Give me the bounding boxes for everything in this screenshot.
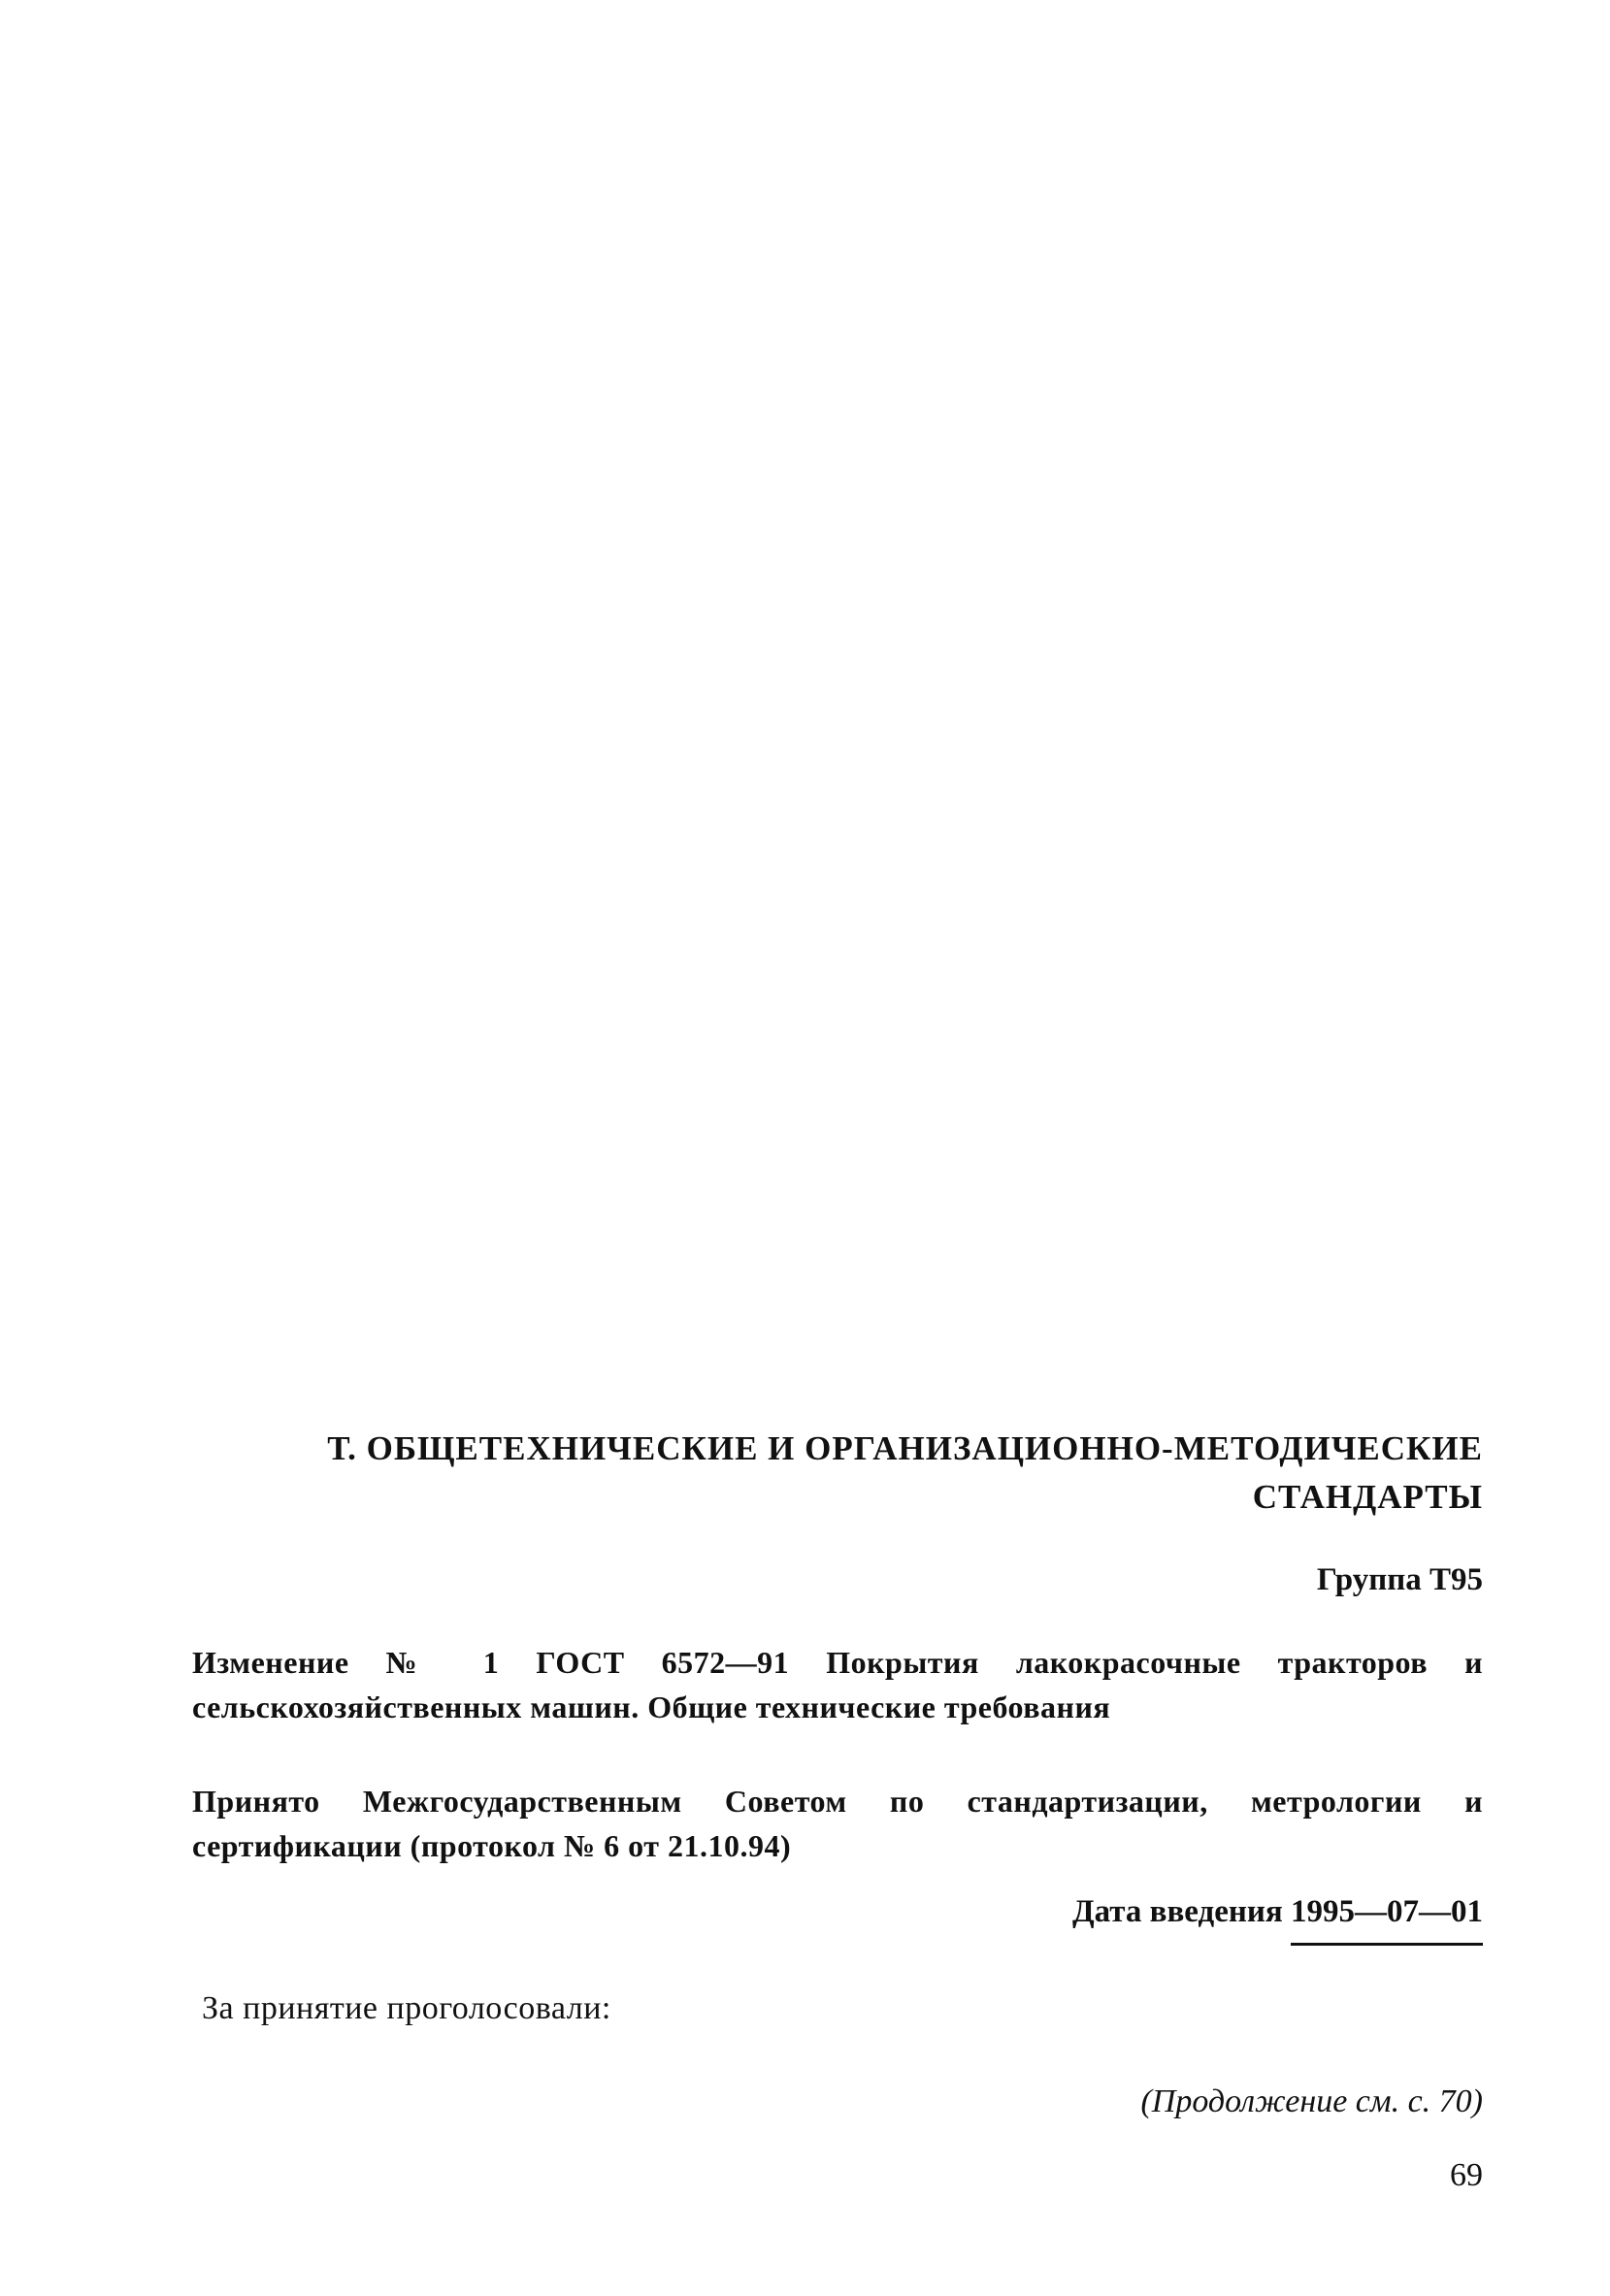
voting-statement: За принятие проголосовали: — [202, 1990, 611, 2026]
continuation-note: (Продолжение см. с. 70) — [1140, 2083, 1483, 2119]
introduction-date — [192, 1892, 1483, 1946]
introduction-date-value: 1995—07—01 — [1291, 1892, 1483, 1946]
section-heading-line-2: СТАНДАРТЫ — [1252, 1478, 1483, 1516]
group-code: Группа Т95 — [1316, 1562, 1483, 1597]
introduction-date-label: Дата введения — [1071, 1894, 1283, 1929]
section-heading — [192, 1425, 1483, 1522]
amendment-title: Изменение № 1 ГОСТ 6572—91 Покрытия лакокрасочные тракторов и сельскохозяйственных машин. Общие технические требования — [192, 1645, 1483, 1724]
adoption-statement: Принято Межгосударственным Советом по стандартизации, метрологии и сертификации (протокол № 6 от 21.10.94) — [192, 1784, 1483, 1863]
page-number: 69 — [1450, 2157, 1483, 2193]
section-heading-line-1: Т. ОБЩЕТЕХНИЧЕСКИЕ И ОРГАНИЗАЦИОННО-МЕТОДИЧЕСКИЕ — [327, 1429, 1483, 1467]
